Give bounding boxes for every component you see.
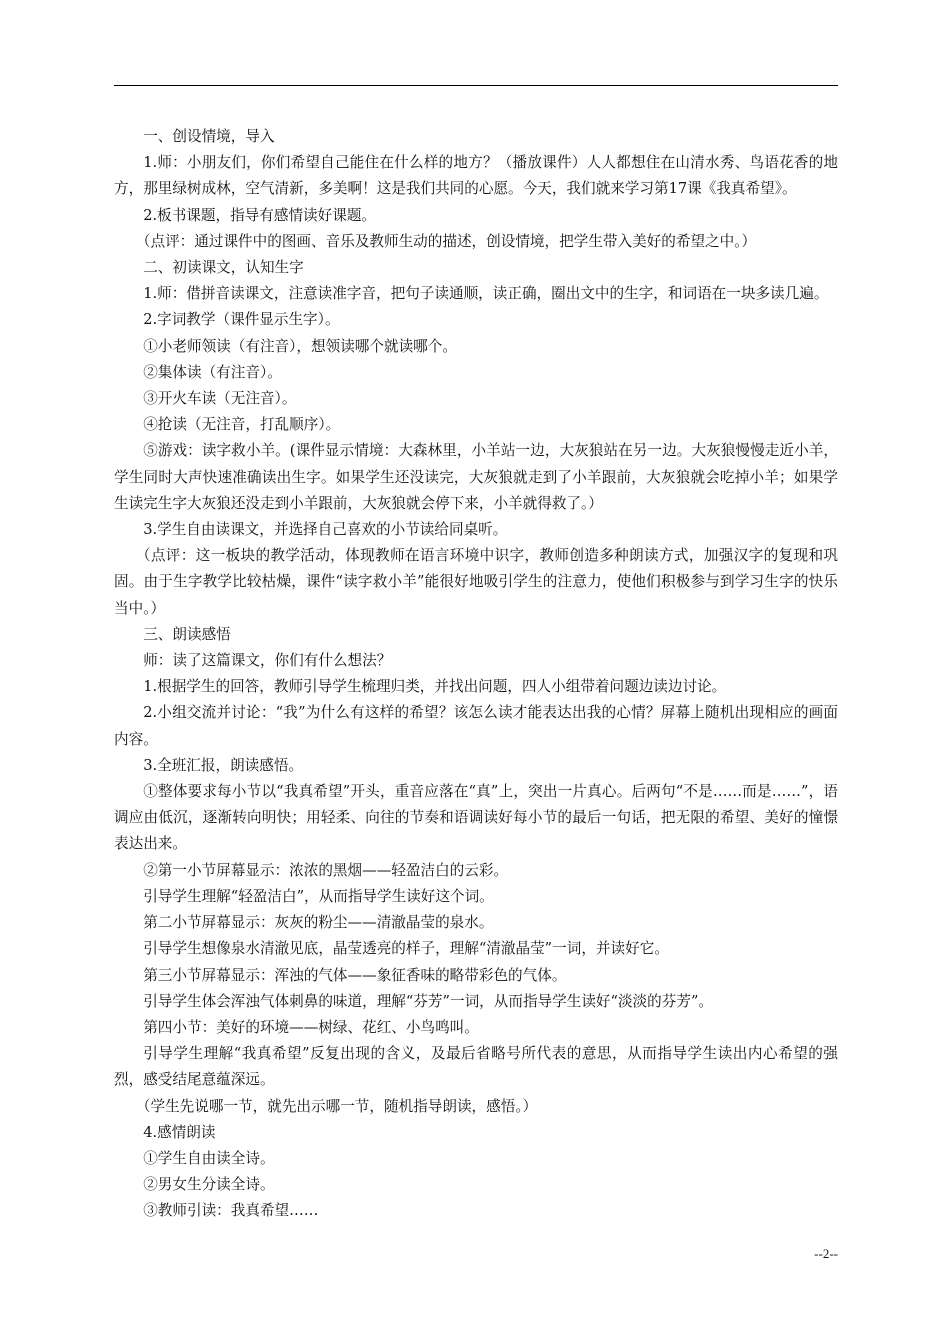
paragraph: 3.学生自由读课文，并选择自己喜欢的小节读给同桌听。 — [143, 521, 508, 539]
list-item: ②集体读（有注音）。 — [143, 363, 282, 381]
list-item: ⑤游戏：读字救小羊。(课件显示情境：大森林里，小羊站一边，大灰狼站在另一边。大灰狼慢慢走近小羊，学生同时大声快速准确读出生字。如果学生还没读完，大灰狼就走到了小羊跟前，大灰狼就会吃掉小羊；如果学生读完生字大灰狼还没走到小羊跟前，大灰狼就会停下来，小羊就得救了。） — [114, 442, 838, 512]
comment-paragraph: （点评：这一板块的教学活动，体现教师在语言环境中识字，教师创造多种朗读方式，加强汉字的复现和巩固。由于生字教学比较枯燥，课件“读字救小羊”能很好地吸引学生的注意力，使他们积极参与到学习生字的快乐当中。） — [114, 547, 838, 617]
document-body — [114, 124, 838, 1225]
paragraph: 4.感情朗读 — [143, 1123, 216, 1141]
paragraph: 第四小节：美好的环境——树绿、花红、小鸟鸣叫。 — [143, 1018, 479, 1036]
paragraph: 引导学生理解“我真希望”反复出现的含义，及最后省略号所代表的意思，从而指导学生读出内心希望的强烈，感受结尾意蕴深远。 — [114, 1045, 838, 1089]
list-item: ①小老师领读（有注音），想领读哪个就读哪个。 — [143, 337, 457, 355]
section-heading-1: 一、创设情境，导入 — [143, 128, 275, 145]
list-item: ①整体要求每小节以“我真希望”开头，重音应落在“真”上，突出一片真心。后两句“不是……而是……”，语调应由低沉，逐渐转向明快；用轻柔、向往的节奏和语调读好每小节的最后一句话，把无限的希望、美好的憧憬表达出来。 — [114, 783, 838, 853]
paragraph: 引导学生体会浑浊气体刺鼻的味道，理解“芬芳”一词，从而指导学生读好“淡淡的芬芳”。 — [143, 992, 714, 1010]
paragraph: 第三小节屏幕显示：浑浊的气体——象征香味的略带彩色的气体。 — [143, 966, 567, 984]
page-number: --2-- — [814, 1246, 838, 1261]
paragraph: 1.师：小朋友们，你们希望自己能住在什么样的地方？（播放课件）人人都想住在山清水秀、鸟语花香的地方，那里绿树成林，空气清新，多美啊！这是我们共同的心愿。今天，我们就来学习第17课《我真希望》。 — [114, 154, 838, 198]
paragraph: 1.根据学生的回答，教师引导学生梳理归类，并找出问题，四人小组带着问题边读边讨论。 — [143, 678, 727, 696]
section-heading-3: 三、朗读感悟 — [143, 625, 231, 643]
paragraph: 3.全班汇报，朗读感悟。 — [143, 756, 304, 774]
comment-paragraph: （点评：通过课件中的图画、音乐及教师生动的描述，创设情境，把学生带入美好的希望之中。） — [135, 232, 757, 250]
comment-paragraph: （学生先说哪一节，就先出示哪一节，随机指导朗读，感悟。） — [135, 1097, 538, 1115]
list-item: ③教师引读：我真希望…… — [143, 1202, 319, 1220]
list-item: ③开火车读（无注音）。 — [143, 390, 297, 408]
list-item: ②男女生分读全诗。 — [143, 1176, 275, 1194]
list-item: ①学生自由读全诗。 — [143, 1149, 275, 1167]
paragraph: 1.师：借拼音读课文，注意读准字音，把句子读通顺，读正确，圈出文中的生字，和词语在一块多读几遍。 — [143, 285, 829, 303]
header-rule — [114, 85, 838, 86]
paragraph: 2.字词教学（课件显示生字）。 — [143, 311, 340, 329]
list-item: ④抢读（无注音，打乱顺序）。 — [143, 416, 341, 434]
paragraph: 师：读了这篇课文，你们有什么想法？ — [143, 652, 392, 670]
paragraph: 2.小组交流并讨论：“我”为什么有这样的希望？该怎么读才能表达出我的心情？屏幕上随机出现相应的画面内容。 — [114, 704, 838, 748]
paragraph: 2.板书课题，指导有感情读好课题。 — [143, 206, 377, 224]
paragraph: 引导学生想像泉水清澈见底，晶莹透亮的样子，理解“清澈晶莹”一词，并读好它。 — [143, 940, 669, 958]
paragraph: 引导学生理解“轻盈洁白”，从而指导学生读好这个词。 — [143, 887, 494, 905]
section-heading-2: 二、初读课文，认知生字 — [143, 259, 304, 277]
list-item: ②第一小节屏幕显示：浓浓的黑烟——轻盈洁白的云彩。 — [143, 861, 509, 879]
paragraph: 第二小节屏幕显示：灰灰的粉尘——清澈晶莹的泉水。 — [143, 914, 494, 932]
